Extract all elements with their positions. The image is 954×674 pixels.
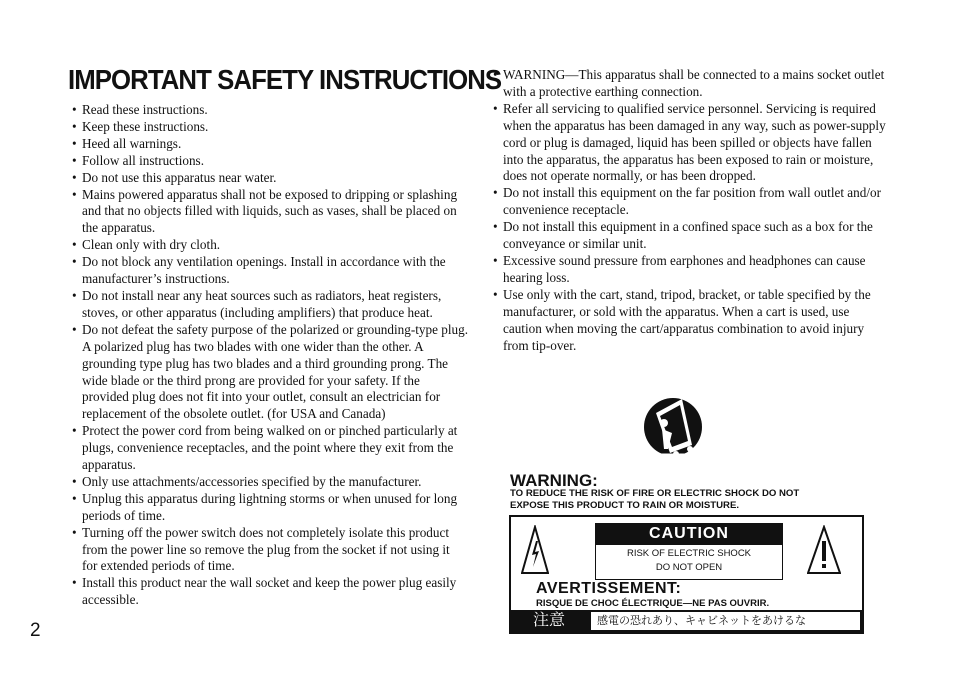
instruction-item: • Follow all instructions.: [72, 153, 468, 170]
japanese-warning-bar: [511, 610, 862, 632]
page-title: IMPORTANT SAFETY INSTRUCTIONS: [68, 64, 502, 95]
instruction-item: • Mains powered apparatus shall not be exposed to dripping or splashing and that no objects filled with liquids, such as vases, shall be placed on the apparatus.: [72, 187, 468, 238]
caution-sub-line-1: RISK OF ELECTRIC SHOCK: [626, 548, 752, 559]
instruction-item: • Turning off the power switch does not completely isolate this product from the power line so remove the plug from the socket if not using it for extended periods of time.: [72, 525, 468, 576]
japanese-caution-text: 感電の恐れあり、キャビネットをあけるな: [591, 612, 860, 630]
avertissement-text: RISQUE DE CHOC ÉLECTRIQUE—NE PAS OUVRIR.: [536, 598, 770, 609]
instruction-item: • Do not block any ventilation openings. Install in accordance with the manufacturer’s instructions.: [72, 254, 468, 288]
caution-header: CAUTION: [595, 523, 783, 545]
warning-line-1: TO REDUCE THE RISK OF FIRE OR ELECTRIC SHOCK DO NOT: [510, 488, 800, 499]
instruction-item: • Clean only with dry cloth.: [72, 237, 468, 254]
caution-sub-line-2: DO NOT OPEN: [655, 562, 723, 573]
instruction-item: • Read these instructions.: [72, 102, 468, 119]
right-instruction-list: [493, 67, 888, 354]
warning-text: [510, 488, 880, 512]
warning-title: WARNING:: [510, 471, 598, 490]
instruction-item: • Install this product near the wall socket and keep the power plug easily accessible.: [72, 575, 468, 609]
exclamation-icon: [807, 525, 841, 575]
warning-line-2: EXPOSE THIS PRODUCT TO RAIN OR MOISTURE.: [510, 500, 740, 511]
instruction-item: • WARNING—This apparatus shall be connected to a mains socket outlet with a protective earthing connection.: [493, 67, 888, 101]
left-instruction-list: [72, 102, 468, 609]
japanese-caution-label: 注意: [532, 612, 565, 629]
instruction-item: • Only use attachments/accessories specified by the manufacturer.: [72, 474, 468, 491]
instruction-item: • Heed all warnings.: [72, 136, 468, 153]
instruction-item: • Do not use this apparatus near water.: [72, 170, 468, 187]
lightning-bolt-icon: [521, 525, 549, 575]
page-number: 2: [30, 620, 41, 641]
instruction-item: • Use only with the cart, stand, tripod, bracket, or table specified by the manufacturer, or sold with the apparatus. When a cart is used, use caution when moving the cart/apparatus combination to avoid injury from tip-over.: [493, 287, 888, 355]
instruction-item: • Do not install near any heat sources such as radiators, heat registers, stoves, or other apparatus (including amplifiers) that produce heat.: [72, 288, 468, 322]
instruction-item: • Refer all servicing to qualified service personnel. Servicing is required when the apparatus has been damaged in any way, such as power-supply cord or plug is damaged, liquid has been spilled or objects have fallen into the apparatus, the apparatus has been exposed to rain or moisture, does not operate normally, or has been dropped.: [493, 101, 888, 186]
instruction-item: • Excessive sound pressure from earphones and headphones can cause hearing loss.: [493, 253, 888, 287]
instruction-item: • Keep these instructions.: [72, 119, 468, 136]
instruction-item: • Do not install this equipment in a confined space such as a box for the conveyance or similar unit.: [493, 219, 888, 253]
instruction-item: • Unplug this apparatus during lightning storms or when unused for long periods of time.: [72, 491, 468, 525]
caution-subtext: [595, 545, 783, 580]
caution-label: [509, 515, 864, 634]
instruction-item: • Do not install this equipment on the far position from wall outlet and/or convenience receptacle.: [493, 185, 888, 219]
avertissement-title: AVERTISSEMENT:: [536, 580, 682, 597]
cart-tip-over-icon: [642, 383, 704, 471]
instruction-item: • Do not defeat the safety purpose of the polarized or grounding-type plug. A polarized plug has two blades with one wider than the other. A grounding type plug has two blades and a third grounding prong. The wide blade or the third prong are provided for your safety. If the provided plug does not fit into your outlet, consult an electrician for replacement of the obsolete outlet. (for USA and Canada): [72, 322, 468, 423]
instruction-item: • Protect the power cord from being walked on or pinched particularly at plugs, convenience receptacles, and the point where they exit from the apparatus.: [72, 423, 468, 474]
